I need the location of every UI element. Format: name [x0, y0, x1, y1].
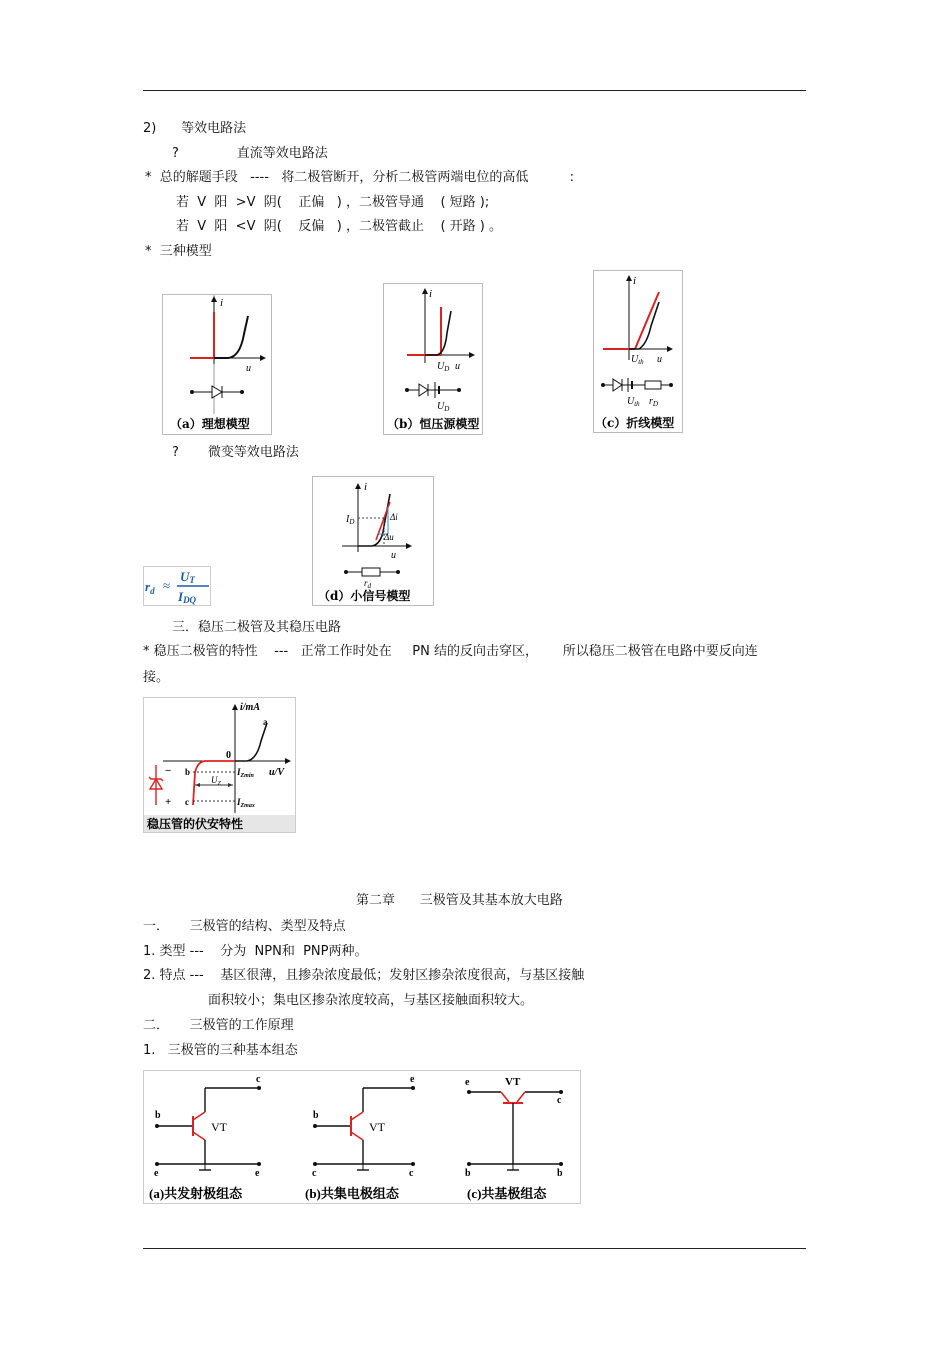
axis-u-label: u: [455, 361, 460, 372]
figure-transistor-configurations: [143, 1070, 581, 1204]
origin-label: 0: [226, 750, 231, 761]
heading-transistor-configs: 1. 三极管的三种基本组态: [143, 1043, 298, 1058]
operating-current-label: $I_D$: [346, 514, 355, 526]
ground-left-label: c: [312, 1168, 317, 1179]
paragraph-method: * 总的解题手段 ---- 将二极管断开，分析二极管两端电位的高低 :: [145, 170, 575, 185]
heading-zener: 三．稳压二极管及其稳压电路: [172, 620, 342, 635]
axis-i-label: i: [633, 275, 637, 287]
figure-caption: 稳压管的伏安特性: [147, 817, 244, 831]
formula-dynamic-resistance: [143, 566, 211, 606]
axis-u-label: u/V: [269, 767, 285, 778]
ground-right-label: e: [255, 1168, 260, 1179]
figure-caption: （c）折线模型: [595, 416, 675, 430]
ground-left-label: b: [465, 1168, 471, 1179]
zener-voltage-label: $U_Z$: [211, 775, 221, 787]
zener-diode-symbol: [149, 765, 163, 805]
figure-caption: （b）恒压源模型: [387, 417, 480, 431]
output-terminal-label: c: [557, 1095, 562, 1106]
resistance-label: $r_d$: [364, 578, 372, 590]
vt-label: VT: [211, 1120, 227, 1134]
delta-i-label: Δi: [390, 512, 398, 522]
figure-caption: （d）小信号模型: [318, 589, 411, 603]
caption-common-emitter: (a)共发射极组态: [149, 1186, 243, 1201]
input-terminal-label: b: [155, 1110, 161, 1121]
axis-i-label: i/mA: [240, 702, 261, 713]
figure-zener-characteristic: [143, 697, 296, 833]
izmin-label: $I_{Zmin}$: [237, 767, 254, 779]
threshold-label: $U_D$: [437, 361, 450, 373]
header-rule: [143, 90, 806, 91]
axis-u-label: u: [246, 363, 251, 374]
axis-i-label: i: [364, 481, 368, 493]
plus-terminal-label: +: [165, 796, 172, 808]
heading-dc-equivalent: ? 直流等效电路法: [172, 146, 328, 161]
heading-three-models: * 三种模型: [145, 244, 212, 259]
axis-i-label: i: [220, 297, 224, 309]
output-terminal-label: c: [256, 1074, 261, 1085]
izmax-label: $I_{Zmax}$: [237, 797, 255, 809]
resistance-label: $r_D$: [649, 396, 658, 408]
diode-symbol: [190, 386, 244, 398]
paragraph-transistor-feature-1: 2. 特点 --- 基区很薄，且掺杂浓度最低；发射区掺杂浓度很高，与基区接触: [143, 968, 585, 983]
threshold-label-2: $U_D$: [437, 401, 450, 413]
heading-transistor-structure: 一． 三极管的结构、类型及特点: [143, 919, 346, 934]
common-emitter-circuit: [149, 1074, 261, 1201]
minus-terminal-label: −: [165, 765, 172, 777]
figure-small-signal-model: [312, 476, 434, 606]
input-terminal-label: b: [313, 1110, 319, 1121]
svg-text:rd: $r_d$: [145, 579, 155, 596]
point-b-label: b: [185, 767, 191, 777]
heading-small-signal: ? 微变等效电路法: [172, 445, 299, 460]
point-c-label: c: [185, 797, 189, 807]
figure-caption: （a）理想模型: [170, 417, 250, 431]
chapter-title: 第二章 三极管及其基本放大电路: [356, 893, 563, 908]
common-base-circuit: [465, 1076, 563, 1201]
input-terminal-label: e: [465, 1077, 470, 1088]
threshold-label-2: $U_{th}$: [627, 396, 640, 408]
ground-right-label: b: [557, 1168, 563, 1179]
paragraph-reverse: 若 V 阳 <V 阴( 反偏 ) ，二极管截止 ( 开路 ) 。: [176, 219, 503, 234]
diode-battery-resistor-symbol: [601, 378, 673, 392]
figure-constant-voltage-model: [383, 283, 483, 435]
paragraph-transistor-feature-2: 面积较小；集电区掺杂浓度较高，与基区接触面积较大。: [208, 993, 534, 1008]
axis-u-label: u: [657, 354, 662, 365]
ground-left-label: e: [154, 1168, 159, 1179]
svg-text:UT: UT: [180, 569, 195, 585]
ground-right-label: c: [409, 1168, 414, 1179]
figure-piecewise-model: [593, 270, 683, 433]
svg-text:≈: ≈: [163, 578, 171, 593]
footer-rule: [143, 1248, 806, 1249]
diode-battery-symbol: [405, 382, 461, 398]
vt-label: VT: [505, 1076, 521, 1088]
paragraph-transistor-type: 1. 类型 --- 分为 NPN和 PNP两种。: [143, 944, 368, 959]
paragraph-zener-1: * 稳压二极管的特性 --- 正常工作时处在 PN 结的反向击穿区， 所以稳压二极管在电路中要反向连: [143, 644, 758, 659]
paragraph-forward: 若 V 阳 >V 阴( 正偏 ) ，二极管导通 ( 短路 );: [176, 195, 490, 210]
caption-common-collector: (b)共集电极组态: [305, 1186, 399, 1201]
output-terminal-label: e: [410, 1074, 415, 1085]
heading-equivalent-circuit: 2) 等效电路法: [143, 121, 247, 136]
delta-u-label: Δu: [384, 532, 394, 542]
threshold-label: $U_{th}$: [631, 354, 644, 366]
svg-text:IDQ: IDQ: [178, 589, 197, 605]
common-collector-circuit: [305, 1074, 415, 1201]
paragraph-zener-2: 接。: [143, 670, 170, 685]
figure-ideal-model: [162, 294, 272, 435]
axis-u-label: u: [391, 550, 396, 561]
caption-common-base: (c)共基极组态: [467, 1186, 547, 1201]
point-a-label: a: [263, 717, 268, 727]
vt-label: VT: [369, 1120, 385, 1134]
resistor-symbol: [344, 568, 400, 576]
heading-transistor-principle: 二． 三极管的工作原理: [143, 1018, 294, 1033]
axis-i-label: i: [429, 288, 433, 300]
